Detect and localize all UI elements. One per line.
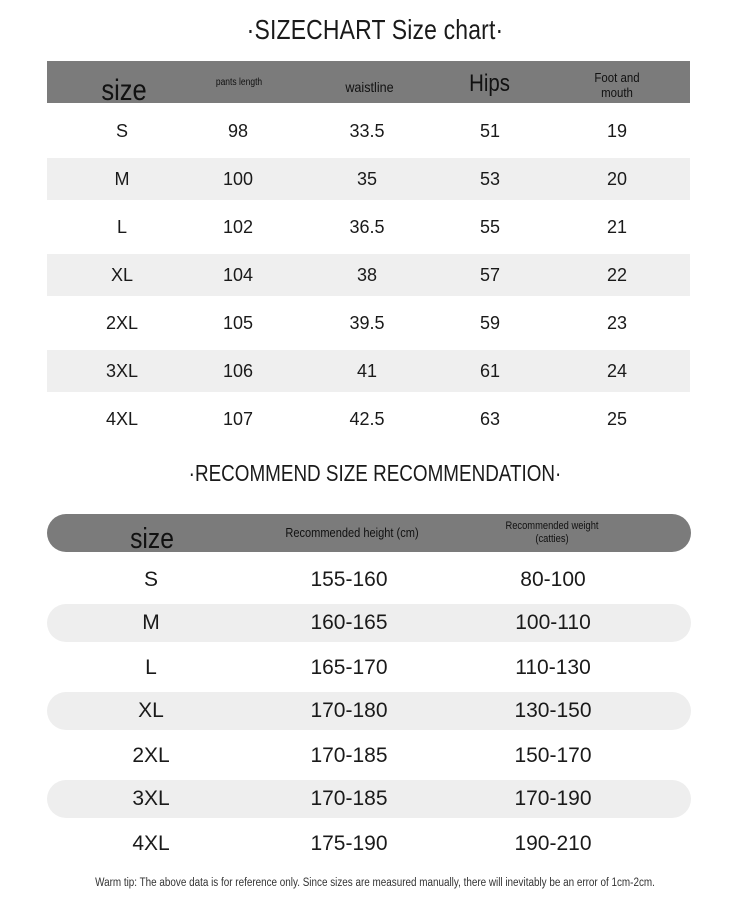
header-waistline: waistline <box>345 78 394 95</box>
cell-height: 155-160 <box>310 568 388 591</box>
size-chart-header <box>47 61 690 107</box>
cell-height: 175-190 <box>310 832 388 855</box>
cell-weight: 130-150 <box>514 699 592 722</box>
cell-hips: 61 <box>479 361 501 381</box>
cell-size: L <box>145 656 157 679</box>
recommendation-row <box>47 649 691 687</box>
cell-hips: 53 <box>479 169 501 189</box>
cell-waistline: 38 <box>356 265 378 285</box>
header-size: size <box>130 523 174 556</box>
cell-pants-length: 98 <box>227 121 249 141</box>
cell-weight: 100-110 <box>515 611 591 634</box>
cell-pants-length: 102 <box>222 217 254 237</box>
cell-height: 160-165 <box>310 611 388 634</box>
cell-size: 2XL <box>105 313 139 333</box>
cell-foot-and-mouth: 23 <box>606 313 628 333</box>
cell-size: XL <box>138 699 164 722</box>
cell-size: 4XL <box>132 832 170 855</box>
cell-foot-and-mouth: 25 <box>606 409 628 429</box>
cell-hips: 57 <box>479 265 501 285</box>
cell-height: 165-170 <box>310 656 388 679</box>
recommendation-row <box>47 561 691 599</box>
cell-size: L <box>116 217 127 237</box>
cell-foot-and-mouth: 19 <box>606 121 628 141</box>
cell-foot-and-mouth: 21 <box>606 217 628 237</box>
cell-pants-length: 100 <box>222 169 254 189</box>
recommendation-row <box>47 780 691 818</box>
warm-tip: Warm tip: The above data is for reference only. Since sizes are measured manually, there will inevitably be an error of 1cm-2cm. <box>95 877 655 889</box>
size-chart-row <box>47 350 690 392</box>
header-foot-and-mouth: Foot and mouth <box>594 70 640 100</box>
cell-weight: 170-190 <box>514 787 592 810</box>
cell-pants-length: 104 <box>222 265 254 285</box>
cell-size: XL <box>110 265 134 285</box>
cell-foot-and-mouth: 24 <box>606 361 628 381</box>
cell-waistline: 39.5 <box>349 313 385 333</box>
cell-size: 2XL <box>132 744 170 767</box>
cell-pants-length: 105 <box>222 313 254 333</box>
cell-weight: 110-130 <box>515 656 591 679</box>
cell-height: 170-180 <box>310 699 388 722</box>
cell-size: 3XL <box>105 361 139 381</box>
cell-size: M <box>114 169 130 189</box>
cell-waistline: 41 <box>356 361 378 381</box>
cell-foot-and-mouth: 20 <box>606 169 628 189</box>
cell-size: M <box>142 611 160 634</box>
recommendation-row <box>47 825 691 863</box>
size-chart-title: ·SIZECHART Size chart· <box>246 14 504 45</box>
size-chart-row <box>47 398 690 440</box>
cell-weight: 150-170 <box>514 744 592 767</box>
cell-foot-and-mouth: 22 <box>606 265 628 285</box>
cell-pants-length: 106 <box>222 361 254 381</box>
cell-waistline: 36.5 <box>349 217 385 237</box>
size-chart-row <box>47 110 690 152</box>
cell-height: 170-185 <box>310 787 388 810</box>
cell-weight: 190-210 <box>514 832 592 855</box>
size-chart-row <box>47 206 690 248</box>
recommendation-title: ·RECOMMEND SIZE RECOMMENDATION· <box>188 460 562 486</box>
header-hips: Hips <box>469 70 510 98</box>
cell-waistline: 42.5 <box>349 409 385 429</box>
cell-weight: 80-100 <box>520 568 586 591</box>
header-pants-length: pants length <box>215 77 263 88</box>
header-recommended-height: Recommended height (cm) <box>285 524 419 540</box>
size-chart-row <box>47 302 690 344</box>
size-chart-row <box>47 254 690 296</box>
cell-hips: 51 <box>479 121 501 141</box>
recommendation-row <box>47 737 691 775</box>
cell-size: 3XL <box>132 787 170 810</box>
cell-size: 4XL <box>105 409 139 429</box>
cell-waistline: 33.5 <box>349 121 385 141</box>
size-chart-row <box>47 158 690 200</box>
header-recommended-weight: Recommended weight (catties) <box>505 520 599 545</box>
recommendation-header <box>47 514 691 556</box>
recommendation-row <box>47 692 691 730</box>
cell-height: 170-185 <box>310 744 388 767</box>
cell-size: S <box>143 568 158 591</box>
cell-hips: 59 <box>479 313 501 333</box>
cell-hips: 63 <box>479 409 501 429</box>
cell-waistline: 35 <box>356 169 378 189</box>
recommendation-row <box>47 604 691 642</box>
cell-size: S <box>115 121 128 141</box>
cell-pants-length: 107 <box>222 409 254 429</box>
cell-hips: 55 <box>479 217 501 237</box>
header-size: size <box>101 73 147 107</box>
